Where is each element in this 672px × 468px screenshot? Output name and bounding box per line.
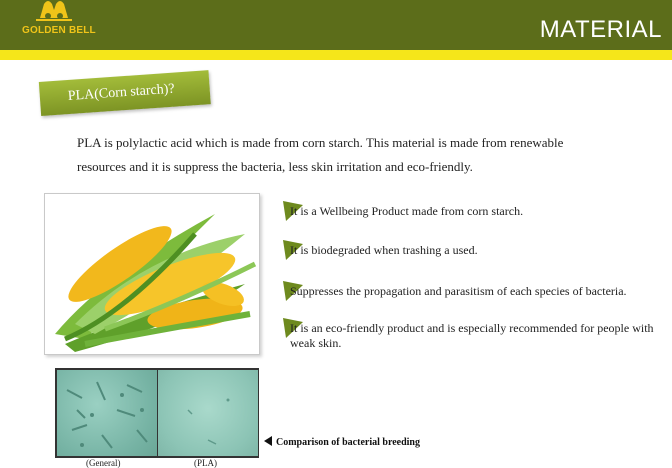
list-item-text: It is a Wellbeing Product made from corn starch. — [290, 204, 524, 218]
pla-caption: (PLA) — [194, 458, 217, 468]
general-caption: (General) — [86, 458, 121, 468]
comparison-caption — [264, 436, 420, 448]
corn-image — [44, 193, 260, 355]
bacteria-texture — [57, 370, 157, 456]
brand-name: GOLDEN BELL — [22, 25, 96, 36]
intro-line-2: resources and it is suppress the bacteria, less skin irritation and eco-friendly. — [77, 159, 473, 174]
golden-bell-logo[interactable] — [22, 0, 94, 40]
section-tag — [39, 70, 211, 116]
header-accent-band — [0, 50, 672, 60]
arrow-left-icon — [264, 436, 272, 446]
intro-paragraph — [77, 131, 637, 179]
page-title: MATERIAL — [539, 16, 662, 43]
intro-line-1: PLA is polylactic acid which is made from corn starch. This material is made from renewable — [77, 135, 564, 150]
list-item-text: It is biodegraded when trashing a used. — [290, 243, 478, 257]
section-tag-label: PLA(Corn starch)? — [67, 81, 176, 105]
list-item-text: Suppresses the propagation and parasitism of each species of bacteria. — [290, 284, 627, 298]
pla-sample-image — [158, 370, 258, 456]
bacteria-comparison-image — [55, 368, 259, 458]
comparison-caption-text: Comparison of bacterial breeding — [276, 437, 420, 448]
general-sample-image — [57, 370, 157, 456]
corn-illustration — [45, 194, 259, 354]
bell-logo-icon — [34, 0, 74, 22]
bacteria-texture — [158, 370, 258, 456]
header-bar — [0, 0, 672, 50]
list-item-text: It is an eco-friendly product and is especially recommended for people with weak skin. — [290, 321, 654, 350]
